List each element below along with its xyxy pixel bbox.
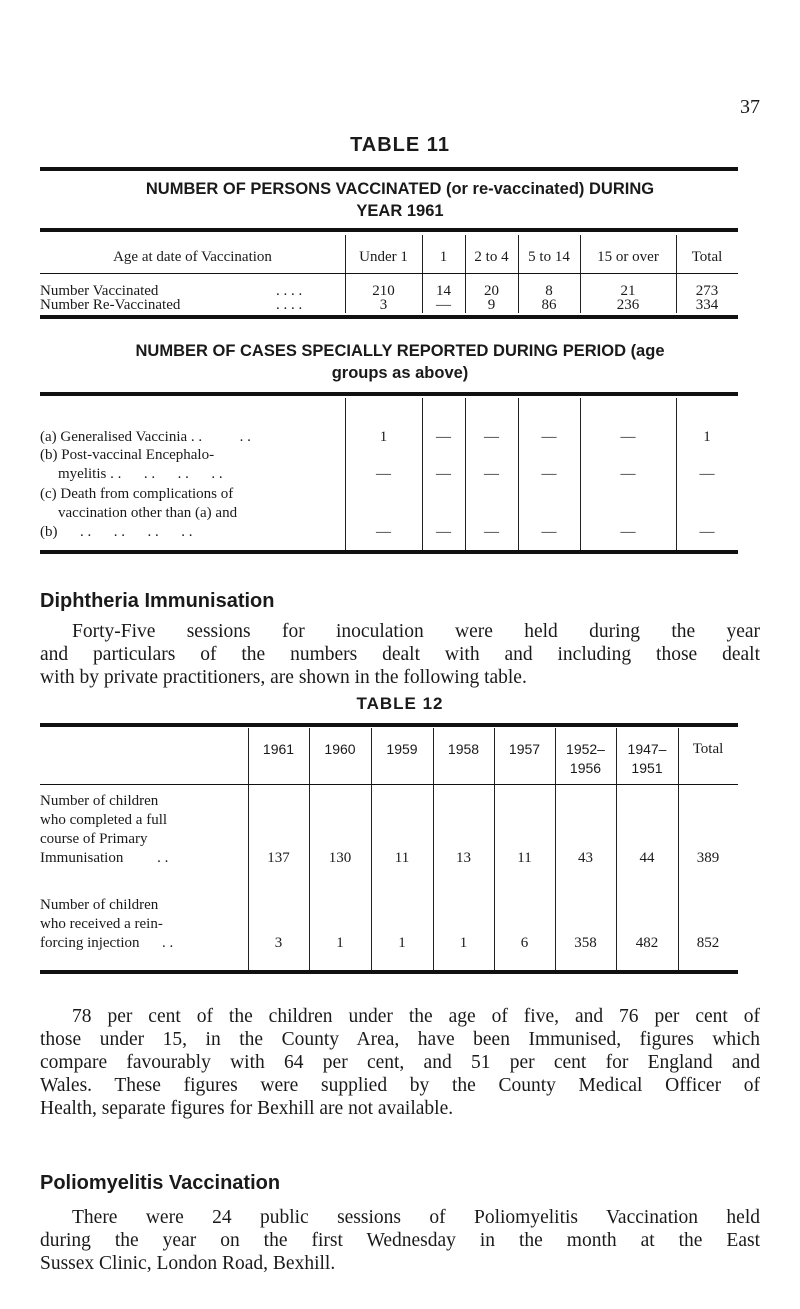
table-12-cell: 44 — [639, 850, 655, 866]
cases-cell: — — [484, 429, 499, 445]
table-12-header-rule — [40, 784, 738, 785]
cases-cell: — — [436, 524, 451, 540]
table-12-cell: 13 — [456, 850, 471, 866]
table-12-cell: 1 — [459, 935, 468, 951]
table-12-bottom-rule — [40, 970, 738, 974]
row-label-line: who completed a full — [40, 812, 168, 828]
cases-cell: 1 — [379, 429, 388, 445]
row-label-line: forcing injection . . — [40, 935, 174, 951]
cases-cell: 1 — [703, 429, 711, 445]
cases-row-label-line: (c) Death from complications of — [40, 486, 234, 502]
table-12-row-label — [40, 896, 245, 953]
row-label-line: course of Primary — [40, 831, 148, 847]
table-12-cell: 11 — [394, 850, 410, 866]
cases-cell: — — [484, 466, 499, 482]
table-11-cell: 210 — [372, 283, 395, 299]
polio-paragraph — [40, 1206, 760, 1275]
table-11-cell: 21 — [620, 283, 636, 299]
table-11-cell: 86 — [541, 297, 557, 313]
cases-row-label-line: vaccination other than (a) and — [58, 505, 238, 521]
paragraph-line: Health, separate figures for Bexhill are not available. — [40, 1098, 454, 1119]
table-11-cell: 3 — [379, 297, 388, 313]
polio-heading: Poliomyelitis Vaccination — [40, 1172, 281, 1194]
paragraph-line: and particulars of the numbers dealt with and including those dealt — [40, 644, 760, 665]
row-label-line: Immunisation . . — [40, 850, 169, 866]
table-12-cell: 1 — [336, 935, 344, 951]
cases-cell: — — [376, 524, 391, 540]
row-label-line: Number of children — [40, 897, 159, 913]
table-11-bottom-rule — [40, 315, 738, 319]
page-number: 37 — [740, 96, 760, 118]
cases-cell: — — [436, 466, 451, 482]
diphtheria-heading: Diphtheria Immunisation — [40, 590, 275, 612]
table-11-title-line2: YEAR 1961 — [356, 202, 444, 220]
paragraph-line: compare favourably with 64 per cent, and 51 per cent for England and — [40, 1052, 760, 1073]
diphtheria-paragraph — [40, 620, 760, 689]
table-11-cell: 14 — [436, 283, 451, 299]
table-11-heading: TABLE 11 — [350, 134, 450, 156]
cases-cell: — — [699, 524, 715, 540]
row-label-line: Number of children — [40, 793, 159, 809]
table-11-cell: 273 — [695, 283, 719, 299]
cases-row-label — [40, 485, 340, 542]
row-leader-dots: . . . . — [276, 297, 303, 313]
row-label-text: Number Re-Vaccinated — [40, 297, 181, 313]
table-12-row-label — [40, 792, 245, 868]
table-12-col-header: 1957 — [508, 741, 541, 757]
table-11-title-line1: NUMBER OF PERSONS VACCINATED (or re-vaccinated) DURING — [145, 180, 655, 198]
row-leader-dots: . . . . — [276, 283, 303, 299]
table-12-col-header: 1952– 1956 — [566, 741, 605, 776]
table-12-top-rule — [40, 723, 738, 727]
table-12-col-header: 1947– 1951 — [627, 741, 667, 776]
table-11-cell: 8 — [545, 283, 553, 299]
table-11-col-header: 2 to 4 — [474, 249, 509, 265]
table-12-col-header: Total — [692, 741, 724, 757]
table-11-col-header: Total — [691, 249, 723, 265]
table-11-cell: 9 — [487, 297, 496, 313]
cases-row-label-line: (a) Generalised Vaccinia . . . . — [40, 429, 251, 445]
table-12-col-header: 1959 — [386, 741, 418, 757]
cases-row-label — [40, 446, 340, 484]
cases-row-label-line: (b) . . . . . . . . — [40, 524, 193, 540]
cases-cell: — — [541, 466, 557, 482]
table-11-cell: — — [436, 297, 451, 313]
table-12-cell: 137 — [267, 850, 290, 866]
cases-cell: — — [620, 466, 636, 482]
table-11-cell: 236 — [616, 297, 640, 313]
paragraph-line: There were 24 public sessions of Poliomyelitis Vaccination held — [72, 1207, 760, 1228]
table-12-cell: 482 — [635, 935, 659, 951]
cases-cell: — — [620, 429, 636, 445]
cases-cell: — — [436, 429, 451, 445]
table-12-cell: 43 — [578, 850, 593, 866]
table-11-title — [40, 178, 760, 222]
paragraph-line: those under 15, in the County Area, have been Immunised, figures which — [40, 1029, 760, 1050]
cases-row-label — [40, 428, 340, 447]
cases-top-rule — [40, 392, 738, 396]
table-12-col-header: 1961 — [262, 741, 295, 757]
paragraph-line: with by private practitioners, are shown in the following table. — [40, 667, 527, 688]
table-11-cell: 334 — [695, 297, 719, 313]
table-11-header-top-rule — [40, 228, 738, 232]
cases-cell: — — [699, 466, 715, 482]
row-label-line: who received a rein- — [40, 916, 163, 932]
cases-bottom-rule — [40, 550, 738, 554]
table-11-col-header: Under 1 — [359, 249, 408, 265]
paragraph-line: Wales. These figures were supplied by the County Medical Officer of — [40, 1075, 760, 1096]
paragraph-line: Sussex Clinic, London Road, Bexhill. — [40, 1253, 336, 1274]
table-12-cell: 1 — [398, 935, 406, 951]
cases-cell: — — [620, 524, 636, 540]
table-11-header-rule — [40, 273, 738, 274]
table-11-top-rule — [40, 167, 738, 171]
paragraph-line: Forty-Five sessions for inoculation were held during the year — [72, 621, 760, 642]
table-11-cell: 20 — [484, 283, 499, 299]
table-12-cell: 389 — [696, 850, 720, 866]
immunised-paragraph — [40, 1005, 760, 1120]
cases-title — [40, 340, 760, 384]
table-11-col-header: Age at date of Vaccination — [113, 249, 272, 265]
cases-row-label-line: myelitis . . . . . . . . — [58, 466, 223, 482]
table-11-col-header: 1 — [439, 249, 448, 265]
cases-cell: — — [541, 524, 557, 540]
table-11-col-header: 15 or over — [597, 249, 659, 265]
cases-cell: — — [541, 429, 557, 445]
row-label-text: Number Vaccinated — [40, 283, 159, 299]
table-12-cell: 130 — [328, 850, 352, 866]
cases-row-label-line: (b) Post-vaccinal Encephalo- — [40, 447, 215, 463]
table-12-cell: 358 — [574, 935, 597, 951]
cases-cell: — — [376, 466, 391, 482]
table-12-cell: 852 — [696, 935, 720, 951]
paragraph-line: 78 per cent of the children under the age of five, and 76 per cent of — [72, 1006, 760, 1027]
table-12-cell: 6 — [520, 935, 529, 951]
cases-title-line2: groups as above) — [331, 364, 469, 382]
table-12-heading: TABLE 12 — [356, 694, 444, 713]
table-12-col-header: 1958 — [447, 741, 480, 757]
table-12-col-header: 1960 — [324, 741, 356, 757]
table-11-row-label — [40, 296, 180, 315]
cases-cell: — — [484, 524, 499, 540]
table-12-cell: 11 — [517, 850, 532, 866]
cases-title-line1: NUMBER OF CASES SPECIALLY REPORTED DURING PERIOD (age — [135, 342, 665, 360]
paragraph-line: during the year on the first Wednesday in the month at the East — [40, 1230, 760, 1251]
table-11-col-header: 5 to 14 — [528, 249, 570, 265]
table-12-cell: 3 — [274, 935, 283, 951]
